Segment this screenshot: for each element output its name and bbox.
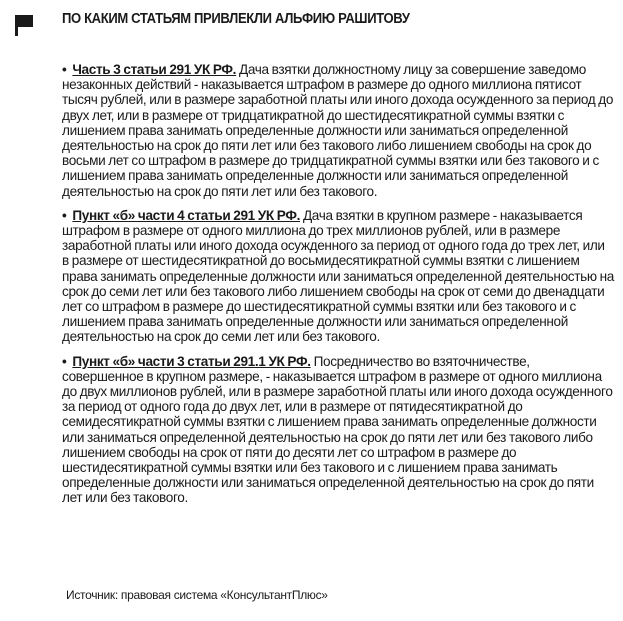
bullet: •	[62, 353, 67, 369]
bullet: •	[62, 207, 67, 223]
law-reference: Пункт «б» части 4 статьи 291 УК РФ.	[72, 207, 301, 223]
list-item	[62, 354, 614, 506]
law-description: Дача взятки в крупном размере - наказывается штрафом в размере от одного миллиона до трех миллионов рублей, или в размере заработной платы или иного дохода осужденного за период от одного года до трех лет, или в размере от шестидесятикратной до восьмидесятикратной суммы взятки с лишением права занимать определенные должности или заниматься определенной деятельностью на срок до семи лет или без такового либо лишением свободы на срок от семи до двенадцати лет со штрафом в размере до шестидесятикратной суммы взятки или без такового и с лишением права занимать определенные должности или заниматься определенной деятельностью на срок до семи лет или без такового.	[62, 207, 614, 345]
law-reference: Часть 3 статьи 291 УК РФ.	[72, 62, 237, 77]
law-description: Дача взятки должностному лицу за совершение заведомо незаконных действий - наказывается штрафом в размере до одного миллиона пятисот тысяч рублей, или в размере заработной платы или иного дохода осужденного за период до двух лет, или в размере от тридцатикратной до шестидесятикратной суммы взятки с лишением права занимать определенные должности или заниматься определенной деятельностью на срок до пяти лет или без такового либо лишением свободы на срок до восьми лет со штрафом в размере до тридцатикратной суммы взятки или без такового и с лишением права занимать определенные должности или заниматься определенной деятельностью на срок до пяти лет или без такового.	[62, 62, 614, 199]
flag-icon	[14, 14, 34, 36]
article-title: ПО КАКИМ СТАТЬЯМ ПРИВЛЕКЛИ АЛЬФИЮ РАШИТОВУ	[62, 11, 410, 27]
law-description: Посредничество во взяточничестве, совершенное в крупном размере, - наказывается штрафом в размере от одного миллиона до двух миллионов рублей, или в размере заработной платы или иного дохода осужденного за период от одного года до двух лет, или в размере от пятидесятикратной до семидесятикратной суммы взятки с лишением права занимать определенные должности или заниматься определенной деятельностью на срок до пяти лет или без такового либо лишением свободы на срок от пяти до десяти лет со штрафом в размере до шестидесятикратной суммы взятки или без такового и с лишением права занимать определенные должности или заниматься определенной деятельностью на срок до пяти лет или без такового.	[62, 353, 613, 506]
list-item	[62, 208, 614, 345]
law-reference: Пункт «б» части 3 статьи 291.1 УК РФ.	[72, 353, 311, 369]
source-note: Источник: правовая система «КонсультантПлюс»	[66, 588, 328, 602]
article-list	[62, 62, 614, 515]
list-item	[62, 62, 614, 199]
bullet: •	[62, 62, 67, 77]
